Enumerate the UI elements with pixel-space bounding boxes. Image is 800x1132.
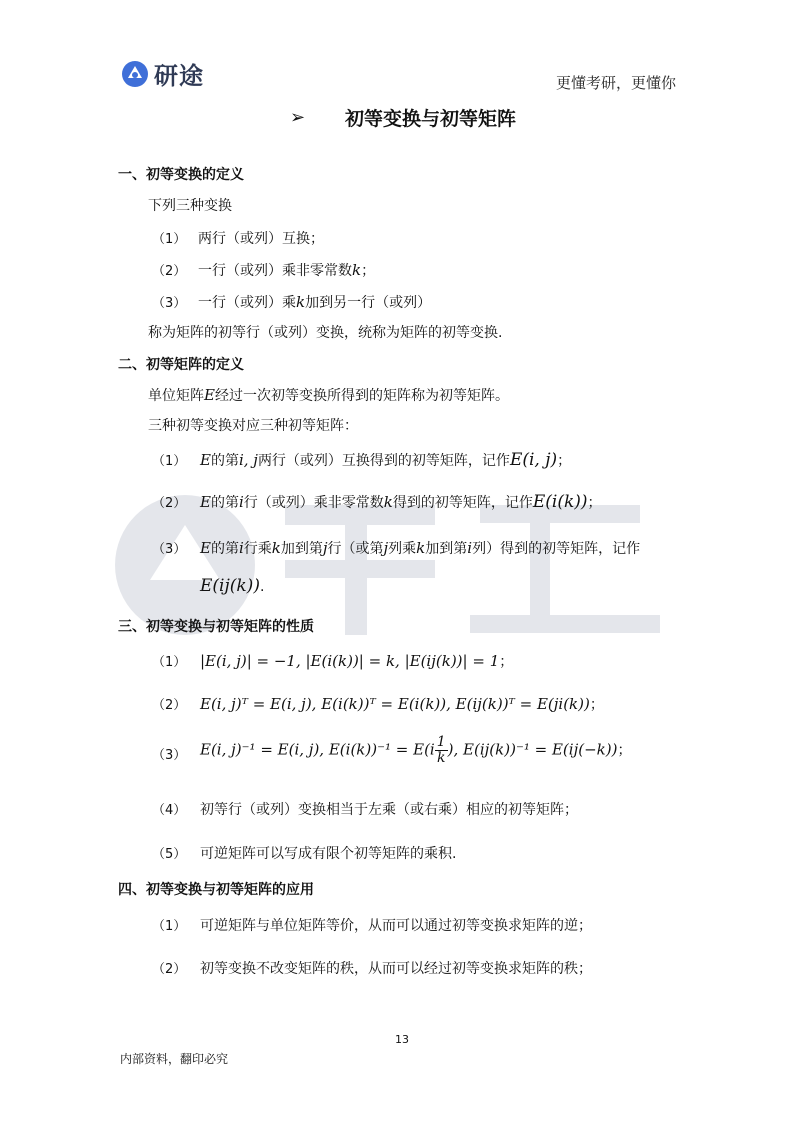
- s2-para-1: 单位矩阵E经过一次初等变换所得到的矩阵称为初等矩阵。: [148, 386, 509, 404]
- section-3-heading: 三、初等变换与初等矩阵的性质: [118, 619, 314, 635]
- list-item: （5） 可逆矩阵可以写成有限个初等矩阵的乘积.: [152, 846, 457, 862]
- list-item: （3） 一行（或列）乘k加到另一行（或列）: [152, 293, 432, 311]
- list-item: （1） E的第i, j两行（或列）互换得到的初等矩阵，记作E(i, j)；: [152, 450, 572, 470]
- list-item: （2） 初等变换不改变矩阵的秩，从而可以经过初等变换求矩阵的秩；: [152, 961, 592, 977]
- list-item: （2） E的第i行（或列）乘非零常数k得到的初等矩阵，记作E(i(k))；: [152, 492, 602, 512]
- list-item: （1） |E(i, j)| = −1, |E(i(k))| = k, |E(ij(k))| = 1；: [152, 652, 514, 670]
- s1-intro: 下列三种变换: [148, 198, 232, 214]
- list-item: （2） 一行（或列）乘非零常数k；: [152, 261, 376, 279]
- list-item: （3） E的第i行乘k加到第j行（或第j列乘k加到第i列）得到的初等矩阵，记作: [152, 539, 641, 557]
- list-item: （1） 可逆矩阵与单位矩阵等价，从而可以通过初等变换求矩阵的逆；: [152, 918, 592, 934]
- title-text: 初等变换与初等矩阵: [345, 108, 517, 130]
- brand-logo: [120, 56, 204, 91]
- page-title: [290, 104, 516, 131]
- footer-note: 内部资料，翻印必究: [120, 1052, 229, 1066]
- section-4-heading: 四、初等变换与初等矩阵的应用: [118, 882, 314, 898]
- section-2-heading: 二、初等矩阵的定义: [118, 357, 244, 373]
- brand-name: 研途: [154, 62, 204, 90]
- brand-logo-icon: [120, 59, 150, 89]
- list-item: （4） 初等行（或列）变换相当于左乘（或右乘）相应的初等矩阵；: [152, 802, 578, 818]
- s1-summary: 称为矩阵的初等行（或列）变换，统称为矩阵的初等变换.: [148, 325, 503, 341]
- section-1-heading: 一、初等变换的定义: [118, 167, 244, 183]
- formula-E-ij-k: E(ij(k)).: [200, 576, 265, 596]
- list-item: （1） 两行（或列）互换；: [152, 231, 324, 247]
- s2-para-2: 三种初等变换对应三种初等矩阵：: [148, 418, 358, 434]
- title-bullet-icon: ➢: [290, 107, 306, 128]
- list-item: （2） E(i, j)ᵀ = E(i, j), E(i(k))ᵀ = E(i(k)), E(ij(k))ᵀ = E(ji(k))；: [152, 695, 604, 713]
- page-number: 13: [395, 1033, 409, 1046]
- slogan: 更懂考研，更懂你: [555, 74, 676, 92]
